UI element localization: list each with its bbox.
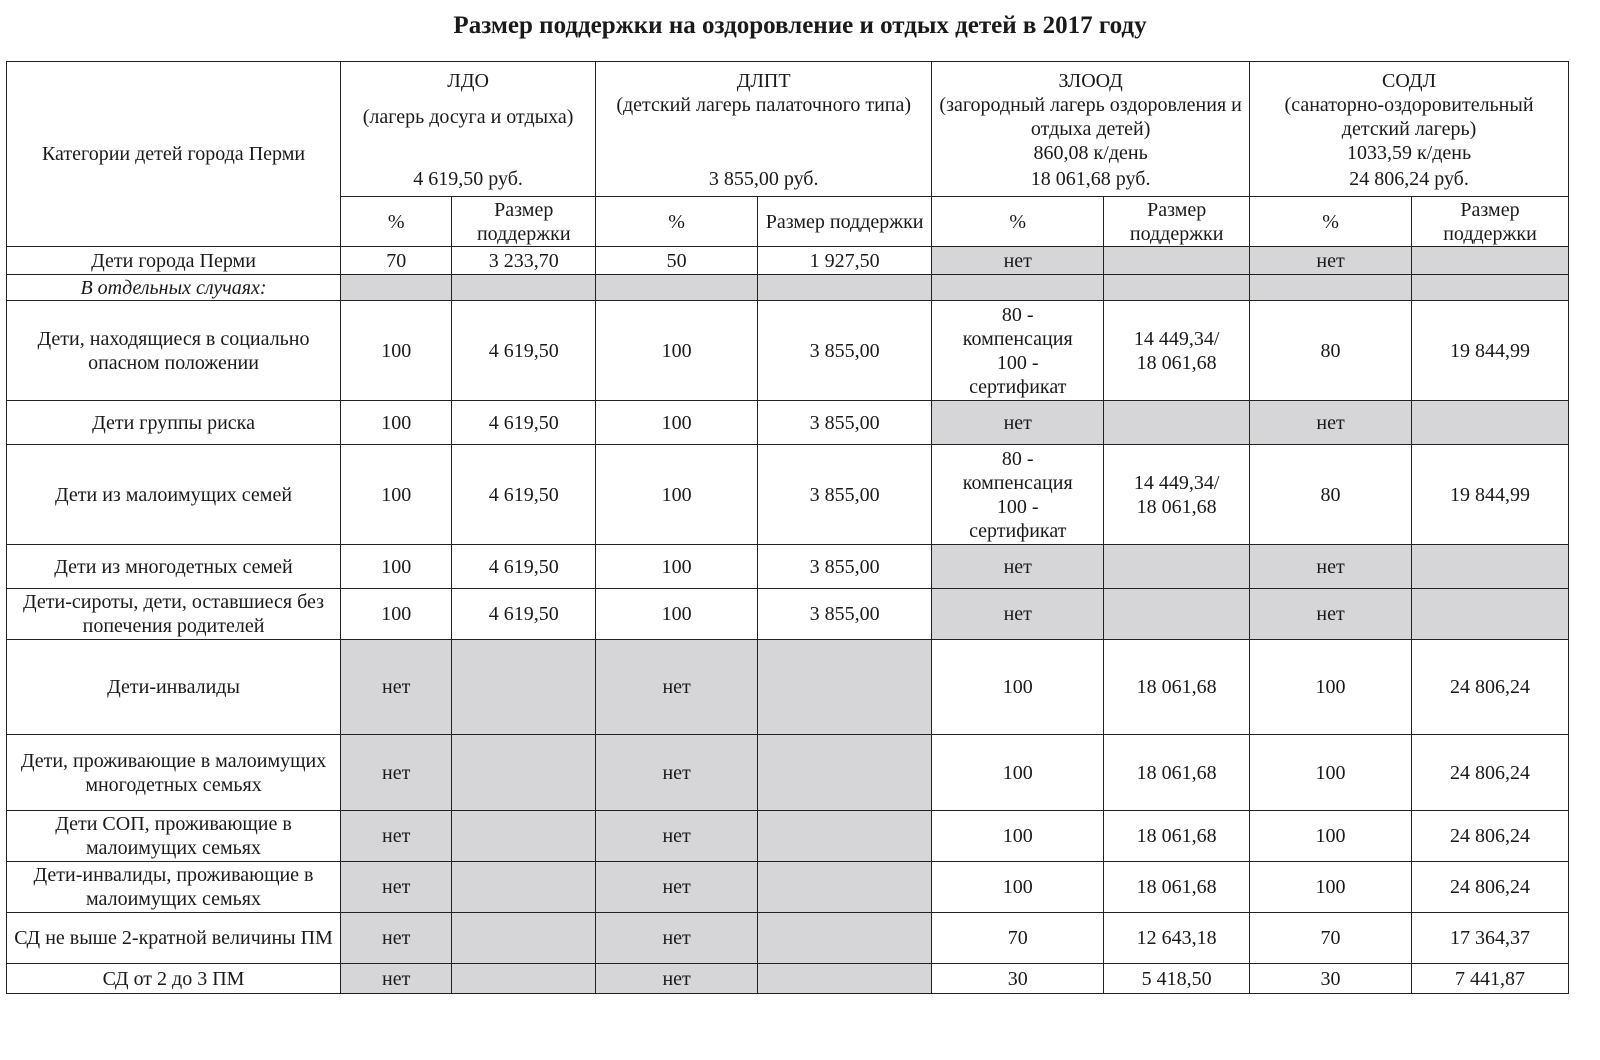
table-row: [7, 964, 1569, 994]
cell: 100: [341, 589, 452, 640]
cell: [1412, 589, 1569, 640]
group-header-ldo: [341, 62, 596, 197]
group-header-sodl: [1250, 62, 1569, 197]
cell: 100: [1250, 862, 1412, 913]
table-row: [7, 640, 1569, 735]
row-label: Дети, находящиеся в социально опасном положении: [7, 301, 341, 401]
cell: 18 061,68: [1104, 811, 1250, 862]
cell: [758, 735, 932, 811]
cell: нет: [932, 401, 1104, 445]
cell: нет: [596, 640, 758, 735]
row-label: Дети города Перми: [7, 247, 341, 275]
pct-header: %: [932, 197, 1104, 247]
cell: нет: [1250, 401, 1412, 445]
cell: [1250, 275, 1412, 301]
cell: 24 806,24: [1412, 862, 1569, 913]
cell: [452, 811, 596, 862]
cell: нет: [341, 862, 452, 913]
cell: [1412, 401, 1569, 445]
cell: 4 619,50: [452, 545, 596, 589]
cell: 4 619,50: [452, 589, 596, 640]
cell: нет: [341, 735, 452, 811]
cell: 100: [596, 445, 758, 545]
group-rate: 860,08 к/день: [1033, 142, 1148, 164]
size-header: Размер поддержки: [758, 197, 932, 247]
cell: нет: [341, 811, 452, 862]
cell: [758, 811, 932, 862]
cell: 3 855,00: [758, 589, 932, 640]
cell: [1104, 589, 1250, 640]
cell: 18 061,68: [1104, 735, 1250, 811]
cell: [1104, 545, 1250, 589]
cell: 24 806,24: [1412, 640, 1569, 735]
cell: 100: [596, 401, 758, 445]
cell: 12 643,18: [1104, 913, 1250, 964]
cell: 100: [932, 811, 1104, 862]
row-label: Дети из многодетных семей: [7, 545, 341, 589]
table-row: [7, 445, 1569, 545]
page-title: Размер поддержки на оздоровление и отдых детей в 2017 году: [453, 12, 1147, 39]
cell: 100: [596, 589, 758, 640]
cell: нет: [932, 247, 1104, 275]
table-row: [7, 913, 1569, 964]
group-header-zlood: [932, 62, 1250, 197]
cell: 4 619,50: [452, 301, 596, 401]
header-row: [7, 62, 1569, 197]
cell: 3 233,70: [452, 247, 596, 275]
group-total: 4 619,50 руб.: [413, 168, 523, 190]
cell: [758, 275, 932, 301]
group-code: ДЛПТ: [736, 70, 791, 92]
cell: 1 927,50: [758, 247, 932, 275]
cell: 5 418,50: [1104, 964, 1250, 994]
row-label: Дети группы риска: [7, 401, 341, 445]
pct-header: %: [341, 197, 452, 247]
cell: [452, 862, 596, 913]
group-desc: (детский лагерь палаточного типа): [616, 94, 912, 116]
pct-header: %: [1250, 197, 1412, 247]
row-label: Дети СОП, проживающие в малоимущих семьях: [7, 811, 341, 862]
cell: 4 619,50: [452, 445, 596, 545]
table-row: [7, 247, 1569, 275]
cell: 100: [932, 640, 1104, 735]
group-code: СОДЛ: [1382, 70, 1437, 92]
cell: 80: [1250, 445, 1412, 545]
cell: 100: [341, 445, 452, 545]
row-label: Дети из малоимущих семей: [7, 445, 341, 545]
cell: 3 855,00: [758, 545, 932, 589]
cell: [1412, 275, 1569, 301]
row-label: Дети-сироты, дети, оставшиеся без попечения родителей: [7, 589, 341, 640]
cell: 70: [932, 913, 1104, 964]
cell: [1412, 247, 1569, 275]
cell: 7 441,87: [1412, 964, 1569, 994]
cell: 100: [596, 545, 758, 589]
cell: [758, 964, 932, 994]
category-header: Категории детей города Перми: [7, 62, 341, 247]
cell: нет: [341, 913, 452, 964]
cell: нет: [1250, 589, 1412, 640]
cell: 19 844,99: [1412, 445, 1569, 545]
pct-header: %: [596, 197, 758, 247]
cell: нет: [932, 589, 1104, 640]
cell: 30: [932, 964, 1104, 994]
row-label: Дети, проживающие в малоимущих многодетных семьях: [7, 735, 341, 811]
cell: 80 - компенсация 100 - сертификат: [932, 445, 1104, 545]
cell: 18 061,68: [1104, 640, 1250, 735]
group-total: 24 806,24 руб.: [1349, 168, 1469, 190]
cell: [452, 275, 596, 301]
section-row: [7, 275, 1569, 301]
cell: [1104, 275, 1250, 301]
cell: 100: [341, 401, 452, 445]
cell: нет: [932, 545, 1104, 589]
cell: нет: [1250, 545, 1412, 589]
support-table: [6, 61, 1569, 994]
table-row: [7, 862, 1569, 913]
table-row: [7, 545, 1569, 589]
cell: 4 619,50: [452, 401, 596, 445]
cell: 80 - компенсация 100 - сертификат: [932, 301, 1104, 401]
cell: 100: [932, 862, 1104, 913]
group-header-dlpt: [596, 62, 932, 197]
group-desc: (лагерь досуга и отдыха): [362, 106, 574, 128]
cell: нет: [596, 913, 758, 964]
cell: [1104, 401, 1250, 445]
cell: 3 855,00: [758, 301, 932, 401]
group-total: 18 061,68 руб.: [1030, 168, 1151, 190]
section-label: В отдельных случаях:: [7, 275, 341, 301]
cell: [452, 913, 596, 964]
cell: 19 844,99: [1412, 301, 1569, 401]
cell: 14 449,34/ 18 061,68: [1104, 301, 1250, 401]
cell: нет: [596, 964, 758, 994]
cell: [1104, 247, 1250, 275]
cell: [932, 275, 1104, 301]
table-row: [7, 589, 1569, 640]
cell: 100: [341, 301, 452, 401]
cell: 100: [596, 301, 758, 401]
cell: 100: [341, 545, 452, 589]
cell: нет: [1250, 247, 1412, 275]
group-code: ЗЛООД: [1058, 70, 1123, 92]
size-header: Размер поддержки: [452, 197, 596, 247]
cell: [758, 862, 932, 913]
group-desc: (санаторно-оздоровительный детский лагерь): [1284, 94, 1534, 140]
row-label: Дети-инвалиды: [7, 640, 341, 735]
table-row: [7, 401, 1569, 445]
cell: нет: [341, 964, 452, 994]
cell: [341, 275, 452, 301]
cell: нет: [596, 862, 758, 913]
cell: [1412, 545, 1569, 589]
cell: 50: [596, 247, 758, 275]
cell: [452, 640, 596, 735]
group-code: ЛДО: [447, 70, 489, 92]
cell: [758, 640, 932, 735]
group-rate: 1033,59 к/день: [1346, 142, 1472, 164]
cell: 24 806,24: [1412, 735, 1569, 811]
group-desc: (загородный лагерь оздоровления и отдыха детей): [939, 94, 1242, 140]
cell: нет: [596, 735, 758, 811]
row-label: СД от 2 до 3 ПМ: [7, 964, 341, 994]
cell: нет: [596, 811, 758, 862]
cell: 70: [341, 247, 452, 275]
cell: [758, 913, 932, 964]
cell: 14 449,34/ 18 061,68: [1104, 445, 1250, 545]
cell: 17 364,37: [1412, 913, 1569, 964]
cell: 100: [1250, 640, 1412, 735]
cell: 100: [932, 735, 1104, 811]
cell: [596, 275, 758, 301]
group-total: 3 855,00 руб.: [708, 168, 819, 190]
row-label: СД не выше 2-кратной величины ПМ: [7, 913, 341, 964]
cell: [452, 964, 596, 994]
size-header: Размер поддержки: [1412, 197, 1569, 247]
cell: 100: [1250, 811, 1412, 862]
cell: 30: [1250, 964, 1412, 994]
cell: 100: [1250, 735, 1412, 811]
size-header: Размер поддержки: [1104, 197, 1250, 247]
cell: 3 855,00: [758, 401, 932, 445]
cell: 18 061,68: [1104, 862, 1250, 913]
cell: нет: [341, 640, 452, 735]
cell: 3 855,00: [758, 445, 932, 545]
cell: 70: [1250, 913, 1412, 964]
table-row: [7, 811, 1569, 862]
cell: 80: [1250, 301, 1412, 401]
table-row: [7, 735, 1569, 811]
cell: 24 806,24: [1412, 811, 1569, 862]
row-label: Дети-инвалиды, проживающие в малоимущих семьях: [7, 862, 341, 913]
table-row: [7, 301, 1569, 401]
cell: [452, 735, 596, 811]
